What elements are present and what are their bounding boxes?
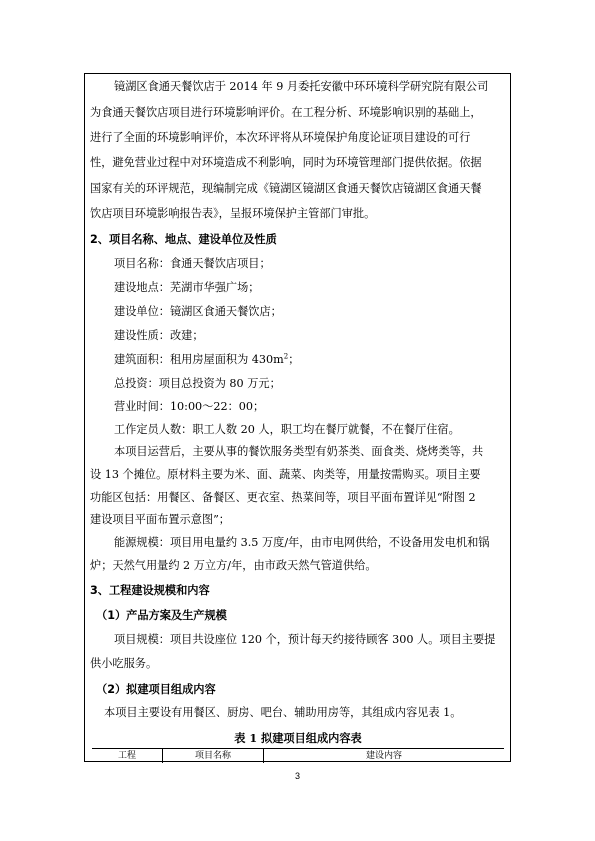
intro-line-2: 为食通天餐饮店项目进行环境影响评价。在工程分析、环境影响识别的基础上， xyxy=(90,106,482,119)
project-nature: 建设性质：改建； xyxy=(114,329,204,342)
business-line-1: 本项目运营后，主要从事的餐饮服务类型有奶茶类、面食类、烧烤类等，共 xyxy=(114,445,484,458)
intro-line-1: 镜湖区食通天餐饮店于 2014 年 9 月委托安徽中环环境科学研究院有限公司 xyxy=(114,80,489,93)
project-builder: 建设单位：镜湖区食通天餐饮店； xyxy=(114,305,282,318)
energy-line-1: 能源规模：项目用电量约 3.5 万度/年，由市电网供给，不设备用发电机和锅 xyxy=(114,536,490,549)
intro-line-4: 性，避免营业过程中对环境造成不利影响，同时为环境管理部门提供依据。依据 xyxy=(90,156,482,169)
building-area-suffix: ； xyxy=(288,353,300,366)
table-header-engineering: 工程 xyxy=(92,749,163,763)
intro-line-3: 进行了全面的环境影响评价，本次环评将从环境保护角度论证项目建设的可行 xyxy=(90,131,471,144)
scale-line-2: 供小吃服务。 xyxy=(90,657,158,670)
project-name: 项目名称：食通天餐饮店项目； xyxy=(114,257,271,270)
energy-line-2: 炉；天然气用量约 2 万立方/年，由市政天然气管道供给。 xyxy=(90,559,377,572)
page-number: 3 xyxy=(294,771,300,781)
section-2-heading: 2、项目名称、地点、建设单位及性质 xyxy=(90,233,277,246)
business-line-2: 设 13 个摊位。原材料主要为米、面、蔬菜、肉类等，用量按需购买。项目主要 xyxy=(90,468,481,481)
business-hours: 营业时间：10:00～22：00； xyxy=(114,400,265,413)
business-line-3: 功能区包括：用餐区、备餐区、更衣室、热菜间等，项目平面布置详见“附图 2 xyxy=(90,491,476,504)
staff-count: 工作定员人数：职工人数 20 人，职工均在餐厅就餐，不在餐厅住宿。 xyxy=(114,423,460,436)
table-header-project-name: 项目名称 xyxy=(163,749,264,763)
table-header-content: 建设内容 xyxy=(365,751,402,761)
subsection-1-heading: （1）产品方案及生产规模 xyxy=(96,609,227,622)
total-investment: 总投资：项目总投资为 80 万元； xyxy=(114,377,281,390)
intro-line-6: 饮店项目环境影响报告表》，呈报环境保护主管部门审批。 xyxy=(90,207,376,220)
intro-line-5: 国家有关的环评规范，现编制完成《镜湖区镜湖区食通天餐饮店镜湖区食通天餐 xyxy=(90,182,482,195)
composition-text: 本项目主要设有用餐区、厨房、吧台、辅助用房等，其组成内容见表 1。 xyxy=(104,706,462,719)
business-line-4: 建设项目平面布置示意图”； xyxy=(90,513,230,526)
subsection-2-heading: （2）拟建项目组成内容 xyxy=(96,683,216,696)
building-area-text: 建筑面积：租用房屋面积为 430m xyxy=(114,353,284,366)
composition-table-header xyxy=(92,748,504,763)
table-caption: 表 1 拟建项目组成内容表 xyxy=(234,731,362,745)
section-3-heading: 3、工程建设规模和内容 xyxy=(90,584,210,597)
scale-line-1: 项目规模：项目共设座位 120 个，预计每天约接待顾客 300 人。项目主要提 xyxy=(114,633,496,646)
building-area xyxy=(114,353,530,367)
project-location: 建设地点：芜湖市华强广场； xyxy=(114,281,260,294)
area-unit-superscript: 2 xyxy=(283,352,289,361)
